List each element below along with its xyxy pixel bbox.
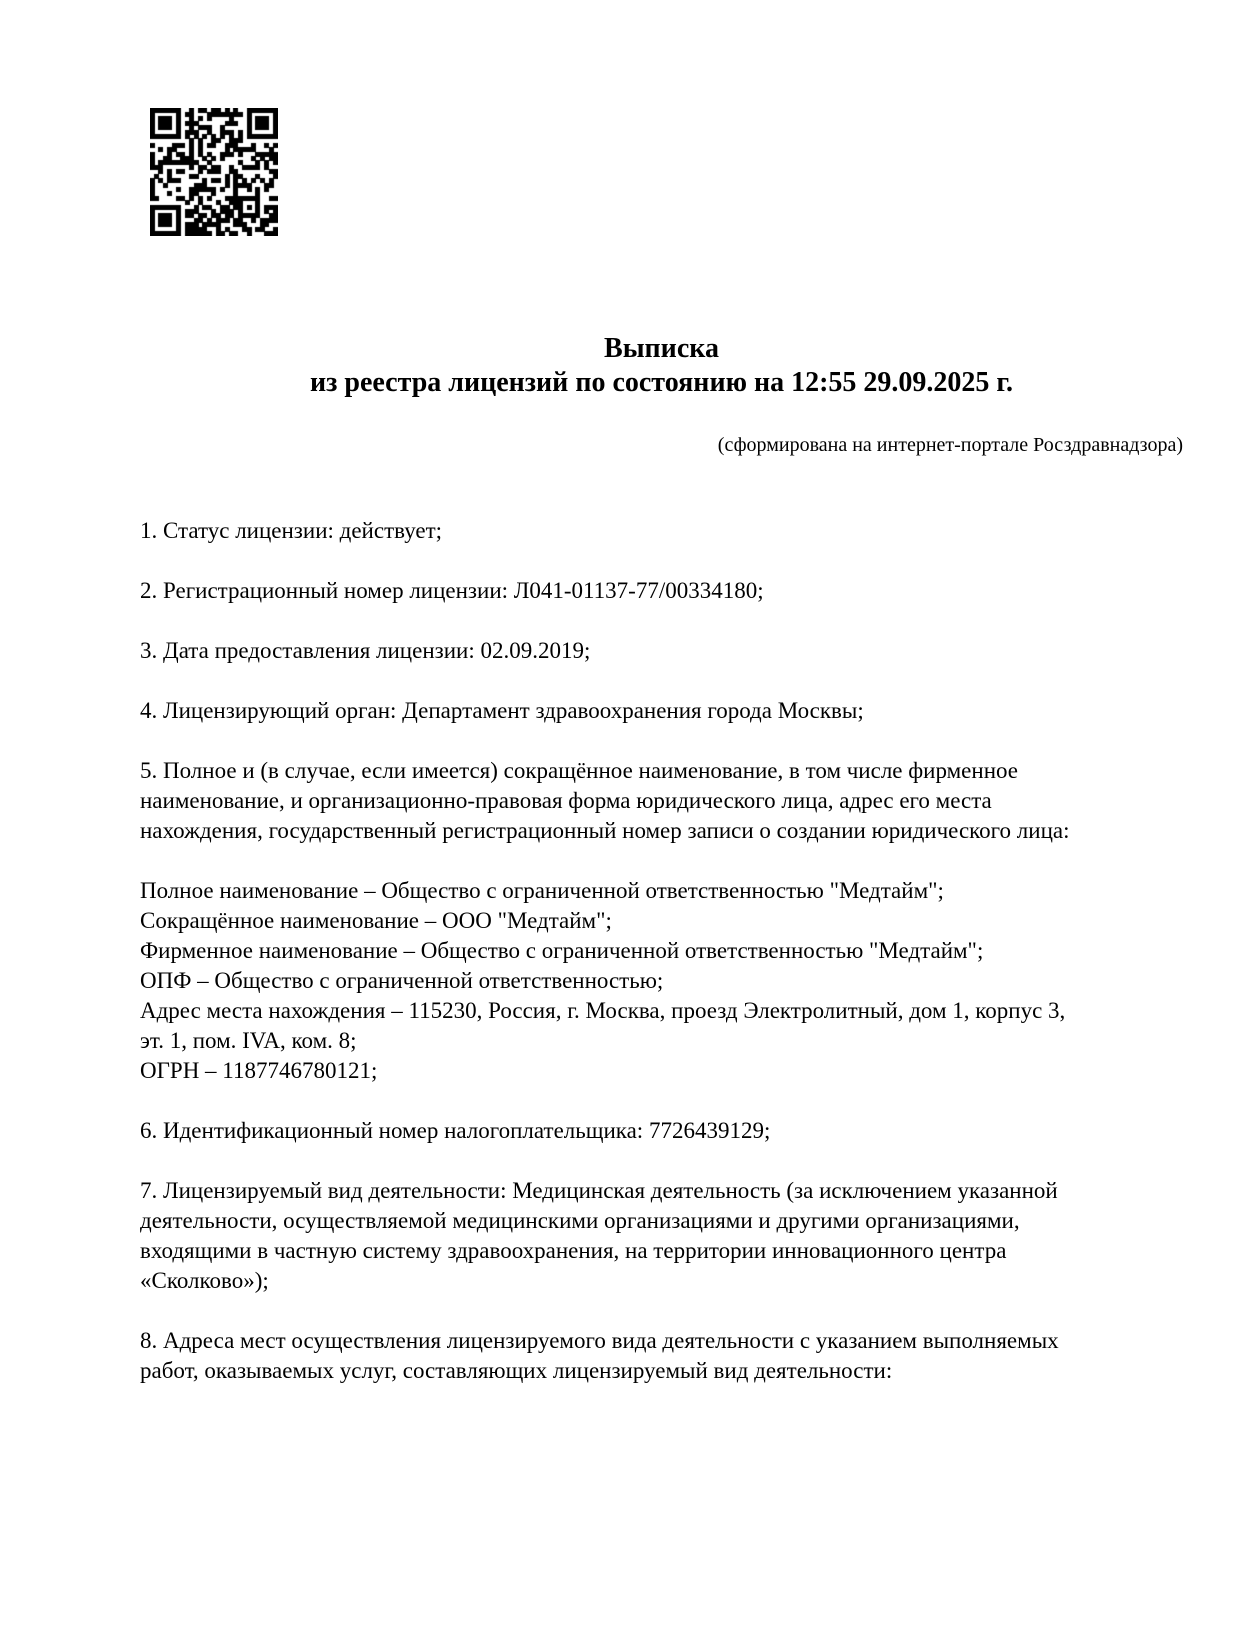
paragraph [140,876,1183,1086]
title-line-2: из реестра лицензий по состоянию на 12:55 29.09.2025 г. [310,367,1013,398]
paragraph [140,756,1183,846]
paragraph [140,1116,1183,1146]
text-line: «Сколково»); [140,1268,269,1293]
text-line: 3. Дата предоставления лицензии: 02.09.2019; [140,638,591,663]
text-line: 6. Идентификационный номер налогоплательщика: 7726439129; [140,1118,771,1143]
text-line: наименование, и организационно-правовая форма юридического лица, адрес его места [140,788,992,813]
text-line: ОГРН – 1187746780121; [140,1058,378,1083]
text-line: Адрес места нахождения – 115230, Россия, г. Москва, проезд Электролитный, дом 1, корпус 3, [140,998,1066,1023]
text-line: 7. Лицензируемый вид деятельности: Медицинская деятельность (за исключением указанной [140,1178,1058,1203]
text-line: 2. Регистрационный номер лицензии: Л041-01137-77/00334180; [140,578,764,603]
paragraph [140,1176,1183,1296]
text-line: 4. Лицензирующий орган: Департамент здравоохранения города Москвы; [140,698,864,723]
text-line: эт. 1, пом. IVA, ком. 8; [140,1028,357,1053]
paragraph [140,1326,1183,1386]
paragraph [140,576,1183,606]
text-line: входящими в частную систему здравоохранения, на территории инновационного центра [140,1238,1007,1263]
paragraph [140,636,1183,666]
text-line: Фирменное наименование – Общество с ограниченной ответственностью "Медтайм"; [140,938,984,963]
document-subtitle: (сформирована на интернет-портале Росздравнадзора) [717,434,1183,456]
text-line: 8. Адреса мест осуществления лицензируемого вида деятельности с указанием выполняемых [140,1328,1059,1353]
text-line: деятельности, осуществляемой медицинскими организациями и другими организациями, [140,1208,1020,1233]
text-line: Сокращённое наименование – ООО "Медтайм"; [140,908,612,933]
text-line: Полное наименование – Общество с ограниченной ответственностью "Медтайм"; [140,878,944,903]
document-content [140,0,1183,1650]
document-body [140,516,1183,1416]
paragraph [140,516,1183,546]
text-line: работ, оказываемых услуг, составляющих лицензируемый вид деятельности: [140,1358,893,1383]
paragraph [140,696,1183,726]
title-line-1: Выписка [604,333,719,364]
text-line: нахождения, государственный регистрационный номер записи о создании юридического лица: [140,818,1070,843]
text-line: 5. Полное и (в случае, если имеется) сокращённое наименование, в том числе фирменное [140,758,1018,783]
document-title [140,332,1183,400]
text-line: 1. Статус лицензии: действует; [140,518,443,543]
text-line: ОПФ – Общество с ограниченной ответственностью; [140,968,664,993]
